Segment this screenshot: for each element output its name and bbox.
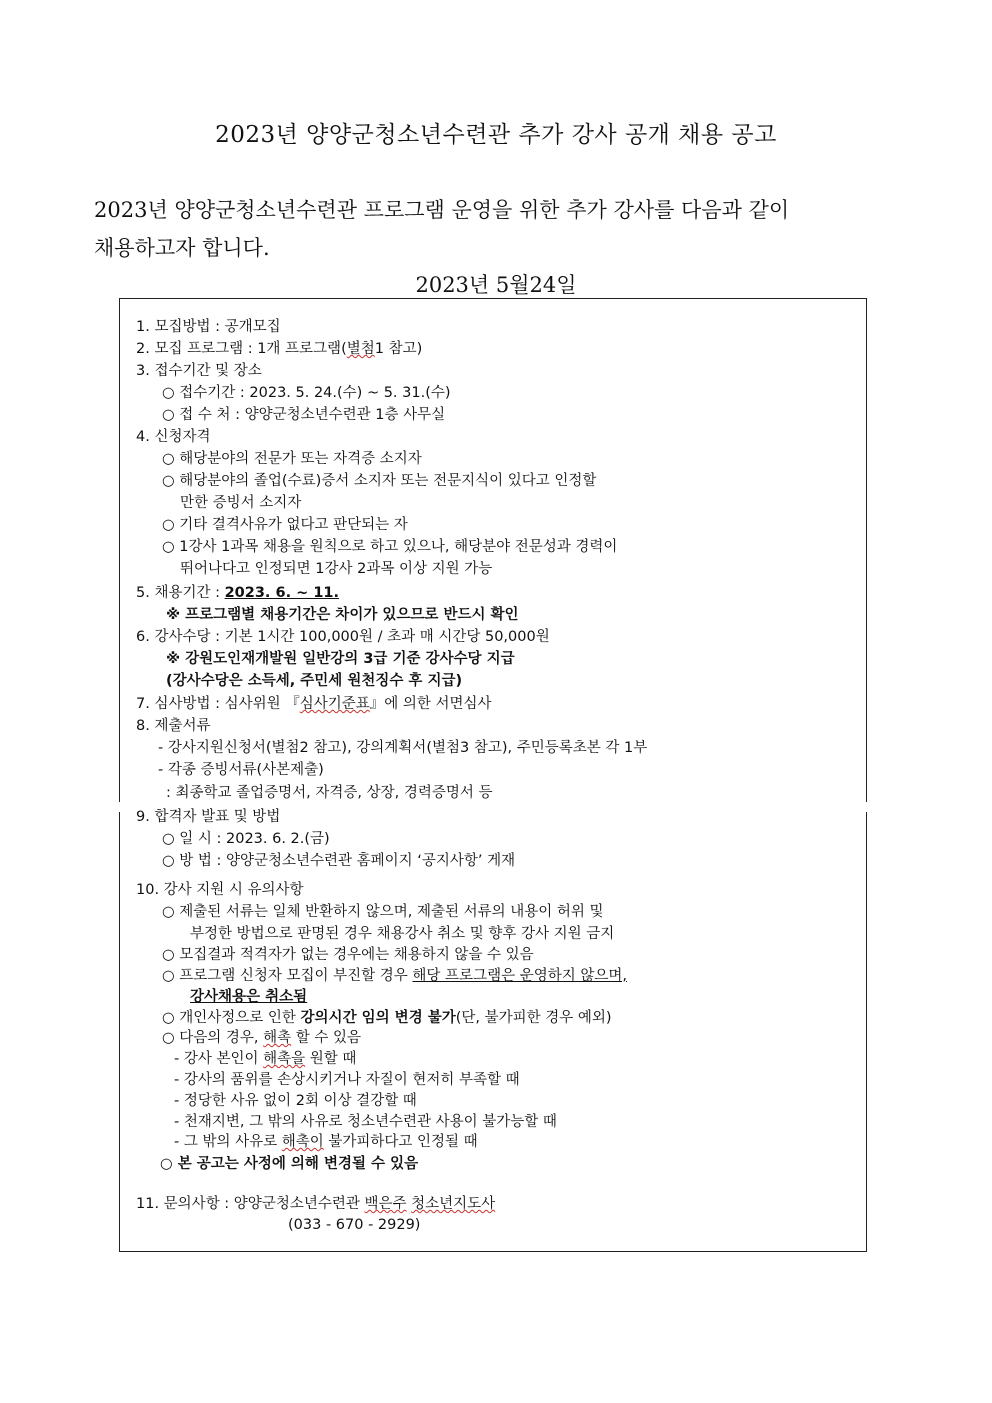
item-4-d-line1: ○ 1강사 1과목 채용을 원칙으로 하고 있으나, 해당분야 전문성과 경력이 [162, 539, 618, 555]
item-10-h: - 정당한 사유 없이 2회 이상 결강할 때 [174, 1093, 417, 1109]
item-10-e [162, 1028, 361, 1048]
item-10-c-line2: 강사채용은 취소됨 [190, 989, 308, 1005]
item-5-note: ※ 프로그램별 채용기간은 차이가 있으므로 반드시 확인 [166, 607, 519, 623]
item-11-phone: (033 - 670 - 2929) [288, 1217, 421, 1233]
item-10-f-text: - 강사 본인이 [174, 1051, 264, 1067]
item-5-period [136, 583, 339, 603]
item-4-b-line1: ○ 해당분야의 졸업(수료)증서 소지자 또는 전문지식이 있다고 인정할 [162, 473, 597, 489]
item-9-announcement: 9. 합격자 발표 및 방법 [136, 809, 281, 825]
item-10-d-tail: (단, 불가피한 경우 예외) [455, 1010, 612, 1026]
item-10-b: ○ 모집결과 적격자가 없는 경우에는 채용하지 않을 수 있음 [162, 947, 534, 963]
item-7-criteria: 심사기준표 [299, 696, 370, 712]
item-4-c: ○ 기타 결격사유가 없다고 판단되는 자 [162, 517, 408, 533]
box-border-gap-right [864, 802, 868, 812]
item-10-d-bold: 강의시간 임의 변경 불가 [300, 1010, 456, 1026]
item-10-j [174, 1132, 478, 1152]
item-4-b-line2: 만한 증빙서 소지자 [180, 495, 302, 511]
item-11-contact [136, 1194, 495, 1214]
notice-date: 2023년 5월24일 [415, 273, 577, 297]
item-4-a: ○ 해당분야의 전문가 또는 자격증 소지자 [162, 451, 422, 467]
item-6-note-2: (강사수당은 소득세, 주민세 원천징수 후 지급) [166, 673, 463, 689]
item-3-period-place: 3. 접수기간 및 장소 [136, 363, 262, 379]
item-6-note-1: ※ 강원도인재개발원 일반강의 3급 기준 강사수당 지급 [166, 651, 515, 667]
item-10-f [174, 1049, 356, 1069]
intro-line-2: 채용하고자 합니다. [94, 236, 270, 260]
item-10-a-line2: 부정한 방법으로 판명된 경우 채용강사 취소 및 향후 강사 지원 금지 [190, 926, 615, 942]
item-1-recruit-method: 1. 모집방법 : 공개모집 [136, 319, 281, 335]
item-6-pay: 6. 강사수당 : 기본 1시간 100,000원 / 초과 매 시간당 50,000원 [136, 629, 550, 645]
item-10-d-text: ○ 개인사정으로 인한 [162, 1010, 301, 1026]
item-10-e-word: 해촉 [263, 1030, 292, 1046]
item-3-place: ○ 접 수 처 : 양양군청소년수련관 1층 사무실 [162, 407, 446, 423]
item-2-programs [136, 339, 422, 359]
item-9-method: ○ 방 법 : 양양군청소년수련관 홈페이지 ‘공지사항’ 게재 [162, 853, 516, 869]
item-11-role: 청소년지도사 [411, 1196, 496, 1212]
item-10-j-text: - 그 밖의 사유로 [174, 1134, 282, 1150]
item-2-text: 2. 모집 프로그램 : 1개 프로그램( [136, 341, 347, 357]
item-2-attachment: 별첨 [346, 341, 375, 357]
item-10-d [162, 1008, 612, 1028]
item-4-d-line2: 뛰어나다고 인정되면 1강사 2과목 이상 지원 가능 [180, 561, 493, 577]
notice-title: 2023년 양양군청소년수련관 추가 강사 공개 채용 공고 [215, 122, 777, 148]
item-11-name: 백은주 [364, 1196, 407, 1212]
item-5-label: 5. 채용기간 : [136, 585, 225, 601]
item-7-text: 7. 심사방법 : 심사위원 『 [136, 696, 300, 712]
box-border-gap-left [118, 802, 122, 812]
item-10-k: ○ 본 공고는 사정에 의해 변경될 수 있음 [160, 1156, 419, 1172]
item-10-e-tail: 할 수 있음 [291, 1030, 361, 1046]
item-10-c-line1 [162, 966, 627, 986]
item-10-notes: 10. 강사 지원 시 유의사항 [136, 882, 304, 898]
item-8-a: - 강사지원신청서(별첨2 참고), 강의계획서(별첨3 참고), 주민등록초본 각 1부 [158, 740, 648, 756]
item-11-text: 11. 문의사항 : 양양군청소년수련관 [136, 1196, 365, 1212]
item-10-c-text: ○ 프로그램 신청자 모집이 부진할 경우 [162, 968, 413, 984]
item-10-g: - 강사의 품위를 손상시키거나 자질이 현저히 부족할 때 [174, 1072, 520, 1088]
item-8-b: - 각종 증빙서류(사본제출) [158, 762, 324, 778]
item-5-value: 2023. 6. ~ 11. [224, 585, 340, 601]
item-7-tail: 』에 의한 서면심사 [369, 696, 492, 712]
item-2-ref: 1 참고) [374, 341, 423, 357]
item-10-i: - 천재지변, 그 밖의 사유로 청소년수련관 사용이 불가능할 때 [174, 1114, 557, 1130]
notice-details-box [119, 298, 867, 1252]
item-10-e-text: ○ 다음의 경우, [162, 1030, 264, 1046]
item-9-date: ○ 일 시 : 2023. 6. 2.(금) [162, 831, 330, 847]
item-8-c: : 최종학교 졸업증명서, 자격증, 상장, 경력증명서 등 [166, 785, 493, 801]
item-10-a-line1: ○ 제출된 서류는 일체 반환하지 않으며, 제출된 서류의 내용이 허위 및 [162, 904, 604, 920]
item-8-documents: 8. 제출서류 [136, 718, 211, 734]
item-10-j-tail: 불가피하다고 인정될 때 [323, 1134, 478, 1150]
item-7-review [136, 694, 492, 714]
item-10-f-word: 해촉을 [263, 1051, 306, 1067]
item-10-c-underlined: 해당 프로그램은 운영하지 않으며, [412, 968, 627, 984]
item-10-f-tail: 원할 때 [305, 1051, 357, 1067]
intro-line-1: 2023년 양양군청소년수련관 프로그램 운영을 위한 추가 강사를 다음과 같이 [94, 198, 790, 222]
item-3-period: ○ 접수기간 : 2023. 5. 24.(수) ~ 5. 31.(수) [162, 385, 451, 401]
item-10-j-word: 해촉이 [281, 1134, 324, 1150]
item-4-qualification: 4. 신청자격 [136, 429, 211, 445]
